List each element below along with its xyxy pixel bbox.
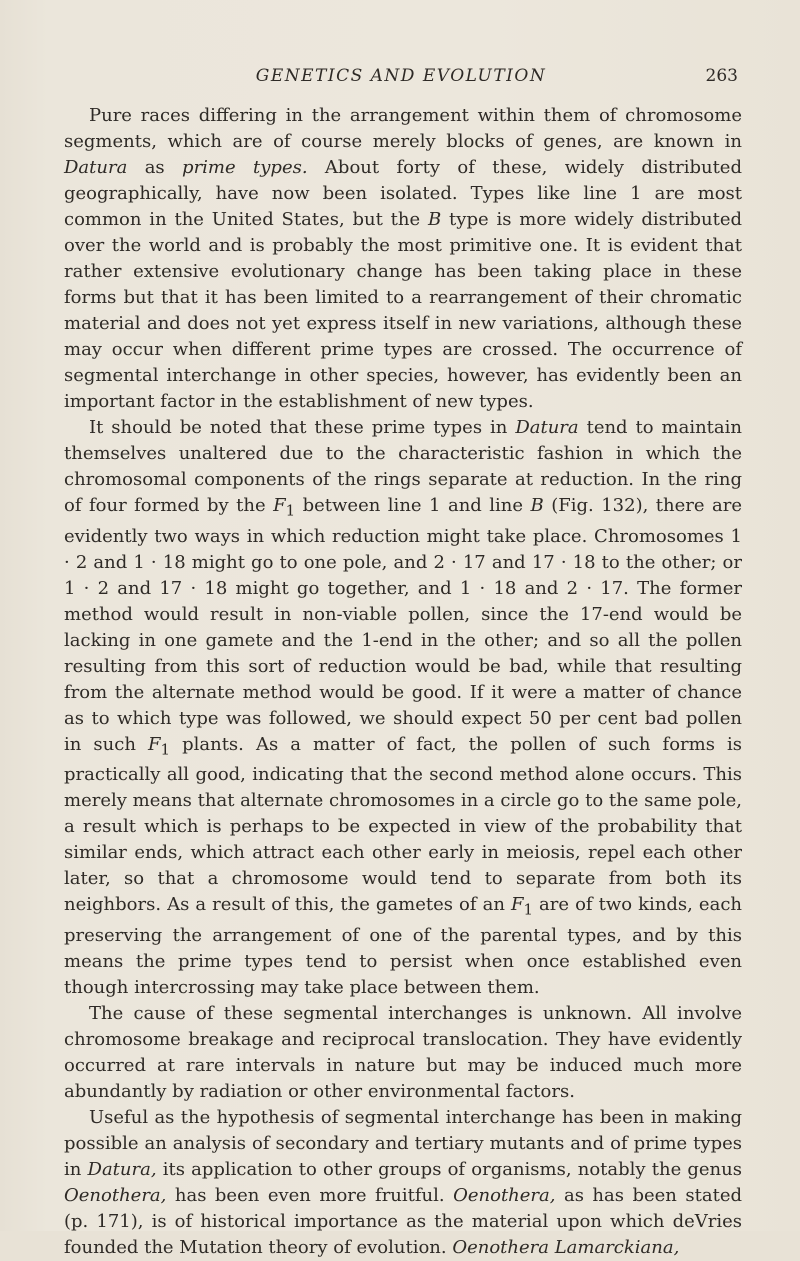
- running-head: GENETICS AND EVOLUTION: [255, 66, 547, 86]
- text-run: Pure races differing in the arrangement within them of chromosome segments, which are of course merely blocks of genes, are known in: [64, 105, 742, 152]
- italic-term: Datura,: [87, 1158, 157, 1180]
- text-run: plants. As a matter of fact, the pollen of such forms is practically all good, indicating that the second method alone occurs. This merely means that alternate chromosomes in a circle go to the same pole, a result which is perhaps to be expected in view of the probability that similar ends, which attract each other early in meiosis, repel each other later, so that a chromosome would tend to separate from both its neighbors. As a result of this, the gametes of an: [64, 733, 742, 916]
- paragraph-1: [64, 103, 742, 415]
- italic-term: F: [510, 894, 524, 916]
- italic-term: Oenothera,: [64, 1184, 167, 1206]
- page-header: [64, 66, 738, 96]
- italic-term: F: [273, 495, 286, 516]
- paragraph-3: [64, 1001, 742, 1105]
- italic-term: B: [428, 209, 442, 230]
- italic-term: prime types.: [182, 157, 308, 178]
- text-run: as has been stated (p. 171), is of historical importance as the material upon which deVries founded the Mutation theory of evolution.: [64, 1184, 743, 1258]
- text-run: It should be noted that these prime types in: [89, 417, 516, 438]
- text-run: as: [127, 157, 183, 178]
- paragraph-4: [64, 1105, 742, 1261]
- page-number: 263: [705, 66, 738, 86]
- text-run: Useful as the hypothesis of segmental interchange has been in making possible an analysis of secondary and tertiary mutants and of prime types in: [64, 1106, 742, 1180]
- text-run: About forty of these, widely distributed geographically, have now been isolated. Types like line 1 are most common in the United States, but the: [64, 157, 742, 230]
- subscript: 1: [285, 501, 296, 520]
- text-run: are of two kinds, each preserving the arrangement of one of the parental types, and by this means the prime types tend to persist when once established even though intercrossing may take place between them.: [64, 894, 742, 998]
- text-run: its application to other groups of organisms, notably the genus: [156, 1158, 742, 1180]
- subscript: 1: [523, 900, 534, 919]
- subscript: 1: [160, 740, 171, 759]
- paragraph-2: [64, 415, 742, 1001]
- text-run: The cause of these segmental interchanges is unknown. All involve chromosome breakage and reciprocal translocation. They have evidently occurred at rare intervals in nature but may be induced much more abundantly by radiation or other environmental factors.: [64, 1002, 742, 1102]
- text-run: (Fig. 132), there are evidently two ways in which reduction might take place. Chromosomes 1 · 2 and 1 · 18 might go to one pole, and 2 · 17 and 17 · 18 to the other; or 1 · 2 and 17 · 18 might go together, and 1 · 18 and 2 · 17. The former method would result in non-viable pollen, since the 17-end would be lacking in one gamete and the 1-end in the other; and so all the pollen resulting from this sort of reduction would be bad, while that resulting from the alternate method would be good. If it were a matter of chance as to which type was followed, we should expect 50 per cent bad pollen in such: [64, 495, 743, 755]
- italic-term: B: [530, 495, 544, 516]
- text-run: between line 1 and line: [295, 495, 531, 516]
- italic-term: Datura: [515, 417, 579, 438]
- italic-term: F: [147, 733, 161, 755]
- italic-term: Datura: [64, 157, 128, 178]
- text-run: tend to maintain themselves unaltered due to the characteristic fashion in which the chromosomal components of the rings separate at reduction. In the ring of four formed by the: [64, 417, 743, 516]
- body-text: [64, 103, 742, 1261]
- italic-term: Oenothera Lamarckiana,: [452, 1236, 680, 1258]
- text-run: type is more widely distributed over the world and is probably the most primitive one. It is evident that rather extensive evolutionary change has been taking place in these forms but that it has been limited to a rearrangement of their chromatic material and does not yet express itself in new variations, although these may occur when different prime types are crossed. The occurrence of segmental interchange in other species, however, has evidently been an important factor in the establishment of new types.: [64, 209, 742, 412]
- italic-term: Oenothera,: [453, 1184, 556, 1206]
- text-run: has been even more fruitful.: [166, 1184, 454, 1206]
